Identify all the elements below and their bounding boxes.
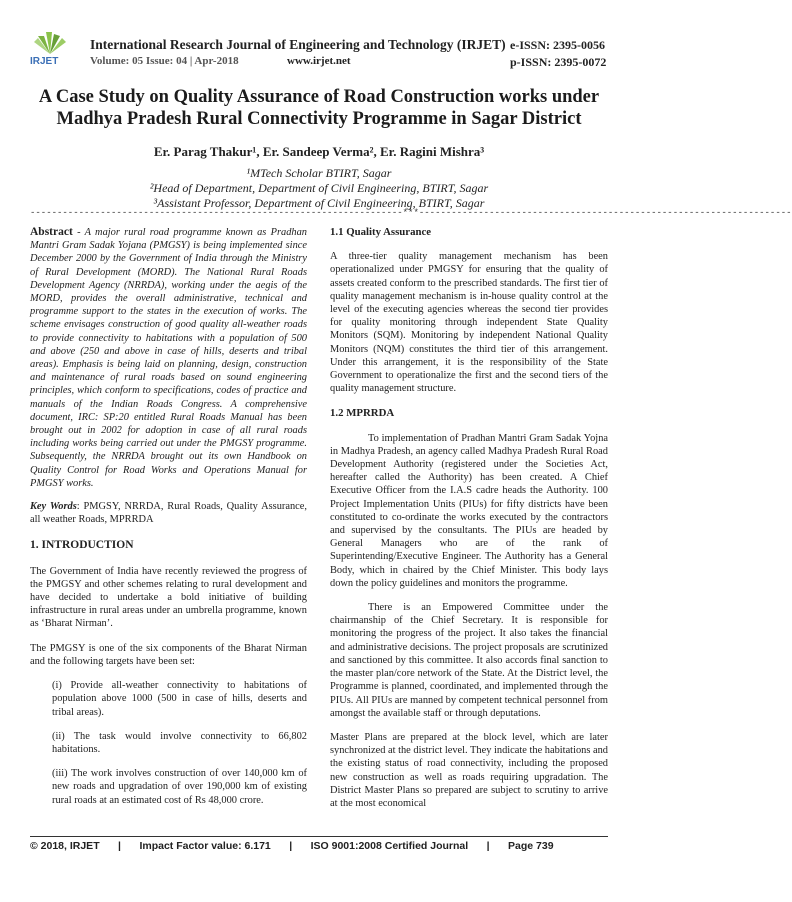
footer-sep-3: |	[486, 840, 490, 852]
target-item-1: (i) Provide all-weather connectivity to habitations of population above 1000 (500 in case of hills, deserts and tribal areas).	[52, 680, 307, 718]
journal-name: International Research Journal of Engineering and Technology (IRJET)	[90, 37, 506, 52]
mprrda-heading: 1.2 MPRRDA	[330, 407, 395, 420]
mprrda-paragraph-2: There is an Empowered Committee under the chairmanship of the Chief Secretary. It is responsible for monitoring the progress of the project. It also takes the financial and administrative decisions. The project proposals are scrutinized and sanctioned by this committee. It also accords final sanction to the master plan/core network of the State. At the District level, the Programme is planned, coordinated, and implemented through the PIUs. All PIUs are manned by competent technical personnel from amongst the available staff or through deputations.	[330, 602, 608, 719]
intro-heading: 1. INTRODUCTION	[30, 539, 134, 552]
target-item-3: (iii) The work involves construction of over 140,000 km of new roads and upgradation of over 190,000 km of existing rural roads at an estimated cost of Rs 48,000 crore.	[52, 768, 307, 806]
footer-page-number: Page 739	[508, 840, 554, 852]
footer-rule	[30, 836, 608, 837]
mprrda-paragraph-1: To implementation of Pradhan Mantri Gram Sadak Yojna in Madhya Pradesh, an agency called Madhya Pradesh Rural Road Development Authority (registered under the Societies Act, hereafter called the Authority) has been created. A Chief Executive Officer from the I.A.S cadre heads the Authority. 100 Project Implementation Units (PIUs) for fifty districts have been constituted to co-ordinate the works executed by the contractors and supervised by the consultants. The PIUs are headed by General Managers who are of the rank of Superintending/Executive Engineer. The Authority has a General Body, which in chaired by the Chief Minister. This body lays down the policy guidelines and monitors the programme.	[330, 432, 608, 589]
abstract-block	[30, 226, 307, 807]
page-footer	[30, 840, 554, 852]
affiliation-2: ²Head of Department, Department of Civil Engineering, BTIRT, Sagar	[149, 181, 489, 195]
target-item-2: (ii) The task would involve connectivity to 66,802 habitations.	[52, 730, 307, 755]
logo-text: IRJET	[30, 56, 59, 67]
section-divider: ---------------------------------------------------------------------***---------------------------------------------------------------------	[30, 208, 792, 218]
p-issn: p-ISSN: 2395-0072	[510, 55, 607, 69]
right-column	[330, 226, 608, 810]
website-link[interactable]: www.irjet.net	[287, 55, 351, 67]
e-issn: e-ISSN: 2395-0056	[510, 38, 605, 52]
keywords-text: : PMGSY, NRRDA, Rural Roads, Quality Assurance, all weather Roads, MPRRDA	[30, 501, 307, 526]
affiliation-3: ³Assistant Professor, Department of Civil Engineering, BTIRT, Sagar	[153, 196, 485, 210]
footer-iso: ISO 9001:2008 Certified Journal	[310, 840, 469, 852]
abstract-text: - A major rural road programme known as Pradhan Mantri Gram Sadak Yojana (PMGSY) is being implemented since December 2000 by the Government of India through the Ministry of Rural Development (MORD). The National Rural Roads Development Agency (NRRDA), working under the aegis of the MORD, provides the overall administrative, technical and programme support to the states in the execution of works. The scheme envisages construction of good quality all-weather roads to provide connectivity to habitations with a population of 500 and above (250 and above in case of hills, deserts and tribal areas). Emphasis is being laid on planning, design, construction and maintenance of rural roads based on sound engineering principles, which conform to specifications, codes of practice and manuals of the Indian Roads Congress. A comprehensive document, IRC: SP:20 entitled Rural Roads Manual has been brought out in 2002 for adoption in case of all rural roads including works being carried out under the PMGSY programme. Subsequently, the NRRDA brought out its own Handbook on Quality Control for Road Works and Operations Manual for PMGSY works.	[30, 227, 307, 489]
abstract-label: Abstract	[30, 226, 73, 238]
footer-sep-1: |	[118, 840, 121, 852]
mprrda-paragraph-3: Master Plans are prepared at the block level, which are later synchronized at the district level. They indicate the habitations and the existing status of road connectivity, including the proposed new construction as well as roads requiring upgradation. The District Master Plans so prepared are subject to scrutiny to arrive at the most economical	[330, 731, 608, 809]
footer-sep-2: |	[289, 840, 293, 852]
paper-title: A Case Study on Quality Assurance of Road Construction works under Madhya Pradesh Rural Connectivity Programme in Sagar District	[38, 87, 600, 129]
qa-heading: 1.1 Quality Assurance	[330, 226, 432, 238]
volume-issue: Volume: 05 Issue: 04 | Apr-2018	[90, 55, 239, 67]
qa-paragraph: A three-tier quality management mechanism has been operationalized under PMGSY for ensuring that the quality of assets created conform to the prescribed standards. The first tier of quality management mechanism is in-house quality control at the level of the executing agencies whereas the second tier provides for quality monitoring through independent State Quality Monitors (SQM). Monitoring by independent National Quality Monitors (NQM) constitutes the third tier of this arrangement. Under this arrangement, it is the responsibility of the State Government to operationalize the first and the second tiers of the quality management structure.	[330, 251, 608, 395]
keywords-label: Key Words	[30, 501, 77, 513]
affiliation-1: ¹MTech Scholar BTIRT, Sagar	[246, 166, 392, 180]
intro-paragraph-2: The PMGSY is one of the six components of the Bharat Nirman and the following targets have been set:	[30, 642, 307, 667]
intro-paragraph-1: The Government of India have recently reviewed the progress of the PMGSY and other schemes relating to rural development and have decided to undertake a bold initiative of building infrastructure in rural areas under an umbrella programme, known as ‘Bharat Nirman’.	[30, 565, 307, 630]
footer-copyright: © 2018, IRJET	[30, 840, 100, 852]
author-list: Er. Parag Thakur¹, Er. Sandeep Verma², Er. Ragini Mishra³	[153, 144, 485, 159]
footer-impact-factor: Impact Factor value: 6.171	[139, 840, 271, 852]
